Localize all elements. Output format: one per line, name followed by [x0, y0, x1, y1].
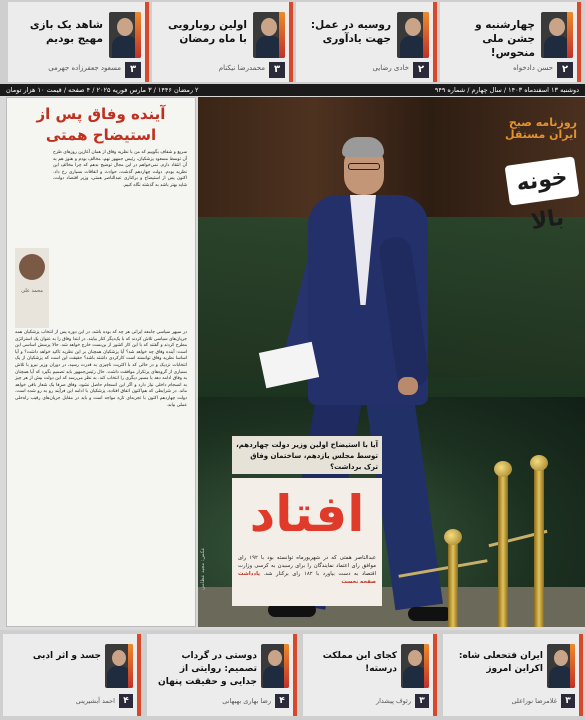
bottom-teaser-3[interactable] — [147, 634, 297, 716]
author-photo — [109, 12, 141, 58]
author-photo — [253, 12, 285, 58]
teaser-headline: ایران فتحعلی شاه: اکراین امروز — [458, 651, 543, 674]
page-number-badge: ۲ — [413, 62, 429, 78]
teaser-author: محمدرضا نیکنام — [218, 64, 265, 72]
editorial-body-part-2: در سپهر سیاسی جامعه ایرانی هر چه که بوده باشد، در این دوره پس از انتخاب پزشکیان همه جریان‌های سیاسی تلاش کردند که با یک‌دیگر کنار بیایند. در ابتدا وفاق را به عنوان یک استراتژی مطرح کردند و گفتند که با این کار کشور از بن‌بست خارج خواهد شد. حالا پرسش اساسی این است: آینده وفاق چه خواهد شد؟ آیا پزشکیان همچنان بر این نظریه تاکید خواهد داشت؟ و آیا اساسا نظریه وفاق توانسته است کارکردی داشته باشد؟ حقیقت این است که پزشکیان از یک انتخابات نزدیک و در حالی که با اکثریت ناچیزی به قدرت رسید، در دوران وزیر نیرو با تلاش بسیاری از گروه‌های پرتکرار موافقت داشت. حال رئیس‌جمهور باید تصمیم بگیرد که آیا همچنان به وفاق ادامه دهد یا مسیر دیگری را انتخاب کند. به نظر می‌رسد که این دولت بیش از هر چیز به انسجام داخلی نیاز دارد و اگر این انسجام حاصل نشود، وفاق صرفا یک شعار باقی خواهد ماند. در شرایطی که هم‌اکنون اتفاق افتاده، پزشکیان با ادامه این فرآیند رو به رو شده است. دولت چهاردهم اکنون با تجربه‌ای تازه مواجه است و باید در مقابل جریان‌های رقیب راه‌حلی عملی بیابد. — [15, 330, 187, 408]
page-number-badge: ۳ — [415, 694, 429, 708]
page-number-badge: ۴ — [275, 694, 289, 708]
author-photo — [547, 644, 575, 688]
brass-stanchion — [448, 541, 458, 627]
teaser-author: احمد آبشیرینی — [75, 697, 115, 705]
accent-bar — [433, 634, 437, 716]
lead-summary: عبدالناصر همتی که در شهریورماه توانسته بود با ۱۹۲ رای موافق رای اعتماد نمایندگان را برای رسیدن به کرسی وزارت اقتصاد به دست بیاورد با ۱۸۲ رای برکنار شد. — [238, 555, 376, 577]
teaser-author: خادی رضایی — [372, 64, 409, 72]
accent-bar — [137, 634, 141, 716]
teaser-headline: اولین رویارویی با ماه رمضان — [167, 19, 247, 45]
teaser-headline: جسد و اثر ادبی — [32, 651, 101, 661]
editorial-author-photo — [15, 248, 49, 328]
page-number-badge: ۴ — [119, 694, 133, 708]
lead-headline-box[interactable] — [232, 478, 382, 550]
bottom-teaser-1[interactable] — [443, 634, 583, 716]
teaser-headline: شاهد یک بازی مهیج بودیم — [29, 19, 103, 45]
teaser-headline: کجای این مملکت درسته! — [322, 651, 397, 674]
issue-info: دوشنبه ۱۳ اسفندماه ۱۴۰۳ / سال چهارم / شماره ۹۴۹ — [434, 86, 579, 94]
accent-bar — [293, 634, 297, 716]
accent-bar — [433, 2, 437, 82]
teaser-author: حسن دادخواه — [513, 64, 553, 72]
teaser-headline: روسیه در عمل: جهت یادآوری — [310, 19, 391, 45]
author-photo — [401, 644, 429, 688]
author-photo — [105, 644, 133, 688]
author-photo — [261, 644, 289, 688]
masthead-logo[interactable] — [505, 113, 577, 235]
brass-stanchion — [498, 473, 508, 627]
author-photo — [397, 12, 429, 58]
lead-subhead: آیا با استیضاح اولین وزیر دولت چهاردهم، توسط مجلس یازدهم، ساختمان وفاق ترک برداشت؟ — [232, 436, 382, 474]
top-teaser-1[interactable] — [440, 2, 581, 82]
lead-headline: افتاد — [249, 485, 365, 543]
dateline — [0, 84, 585, 96]
page-number-badge: ۳ — [269, 62, 285, 78]
page-number-badge: ۲ — [557, 62, 573, 78]
logo-kicker: روزنامه صبح ایران مستقل — [505, 116, 577, 141]
author-photo — [541, 12, 573, 58]
teaser-author: رئوف پیشدار — [375, 697, 411, 705]
top-teaser-2[interactable] — [296, 2, 437, 82]
accent-bar — [577, 2, 581, 82]
read-more-link[interactable]: یادداشت صفحه نخست — [238, 571, 376, 585]
author-caption: محمد علی — [21, 288, 43, 294]
top-teaser-strip — [0, 0, 585, 84]
bottom-teaser-strip — [0, 630, 585, 720]
top-teaser-3[interactable] — [152, 2, 293, 82]
top-teaser-4[interactable] — [8, 2, 149, 82]
page-number-badge: ۳ — [561, 694, 575, 708]
teaser-headline: چهارشنبه و جشن ملی منحوس! — [475, 19, 535, 59]
accent-bar — [579, 634, 583, 716]
logo-brand: خونه‌ بالا — [505, 156, 580, 205]
bottom-teaser-2[interactable] — [303, 634, 437, 716]
teaser-author: غلامرضا نوراعلی — [511, 697, 557, 705]
photo-credit: عکس: مجید عظامی — [200, 547, 206, 590]
teaser-author: رضا بهاری بهبهانی — [222, 697, 271, 705]
brass-stanchion — [534, 467, 544, 627]
teaser-headline: دوستی در گرداب تصمیم: روایتی از جدایی و حقیقت پنهان — [158, 651, 257, 687]
page-number-badge: ۳ — [125, 62, 141, 78]
price-info: ۲ رمضان ۱۴۴۶ / ۳ مارس فوریه ۲۰۲۵ / ۴ صفحه / قیمت ۱۰ هزار تومان — [6, 86, 199, 94]
accent-bar — [145, 2, 149, 82]
lead-summary-box — [232, 550, 382, 606]
editorial-title[interactable]: آینده وفاق پس از استیضاح همتی — [36, 105, 166, 144]
editorial-column — [6, 97, 196, 627]
accent-bar — [289, 2, 293, 82]
teaser-author: مسعود جعفرزاده جهرمی — [48, 64, 121, 72]
bottom-teaser-4[interactable] — [3, 634, 141, 716]
editorial-body-part-1: سریع و شفاف بگوییم که من با نظریه وفاق از همان آغازین روزهای طرح آن توسط مسعود پزشکیان، رئیس جمهور نهم، مخالف بودم و هنوز هم به آن انتقاد دارم. نمی‌خواهم در این مجال توضیح بدهم که چرا مخالف این نظریه بودم. دولت چهاردهم گذشت، حوادث و اتفاقات بسیاری رخ داد. اکنون پس از استیضاح و برکناری عبدالناصر همتی، وزیر اقتصاد دولت، شاید بهتر باشد به گذشته نگاه کنیم. — [53, 150, 187, 188]
